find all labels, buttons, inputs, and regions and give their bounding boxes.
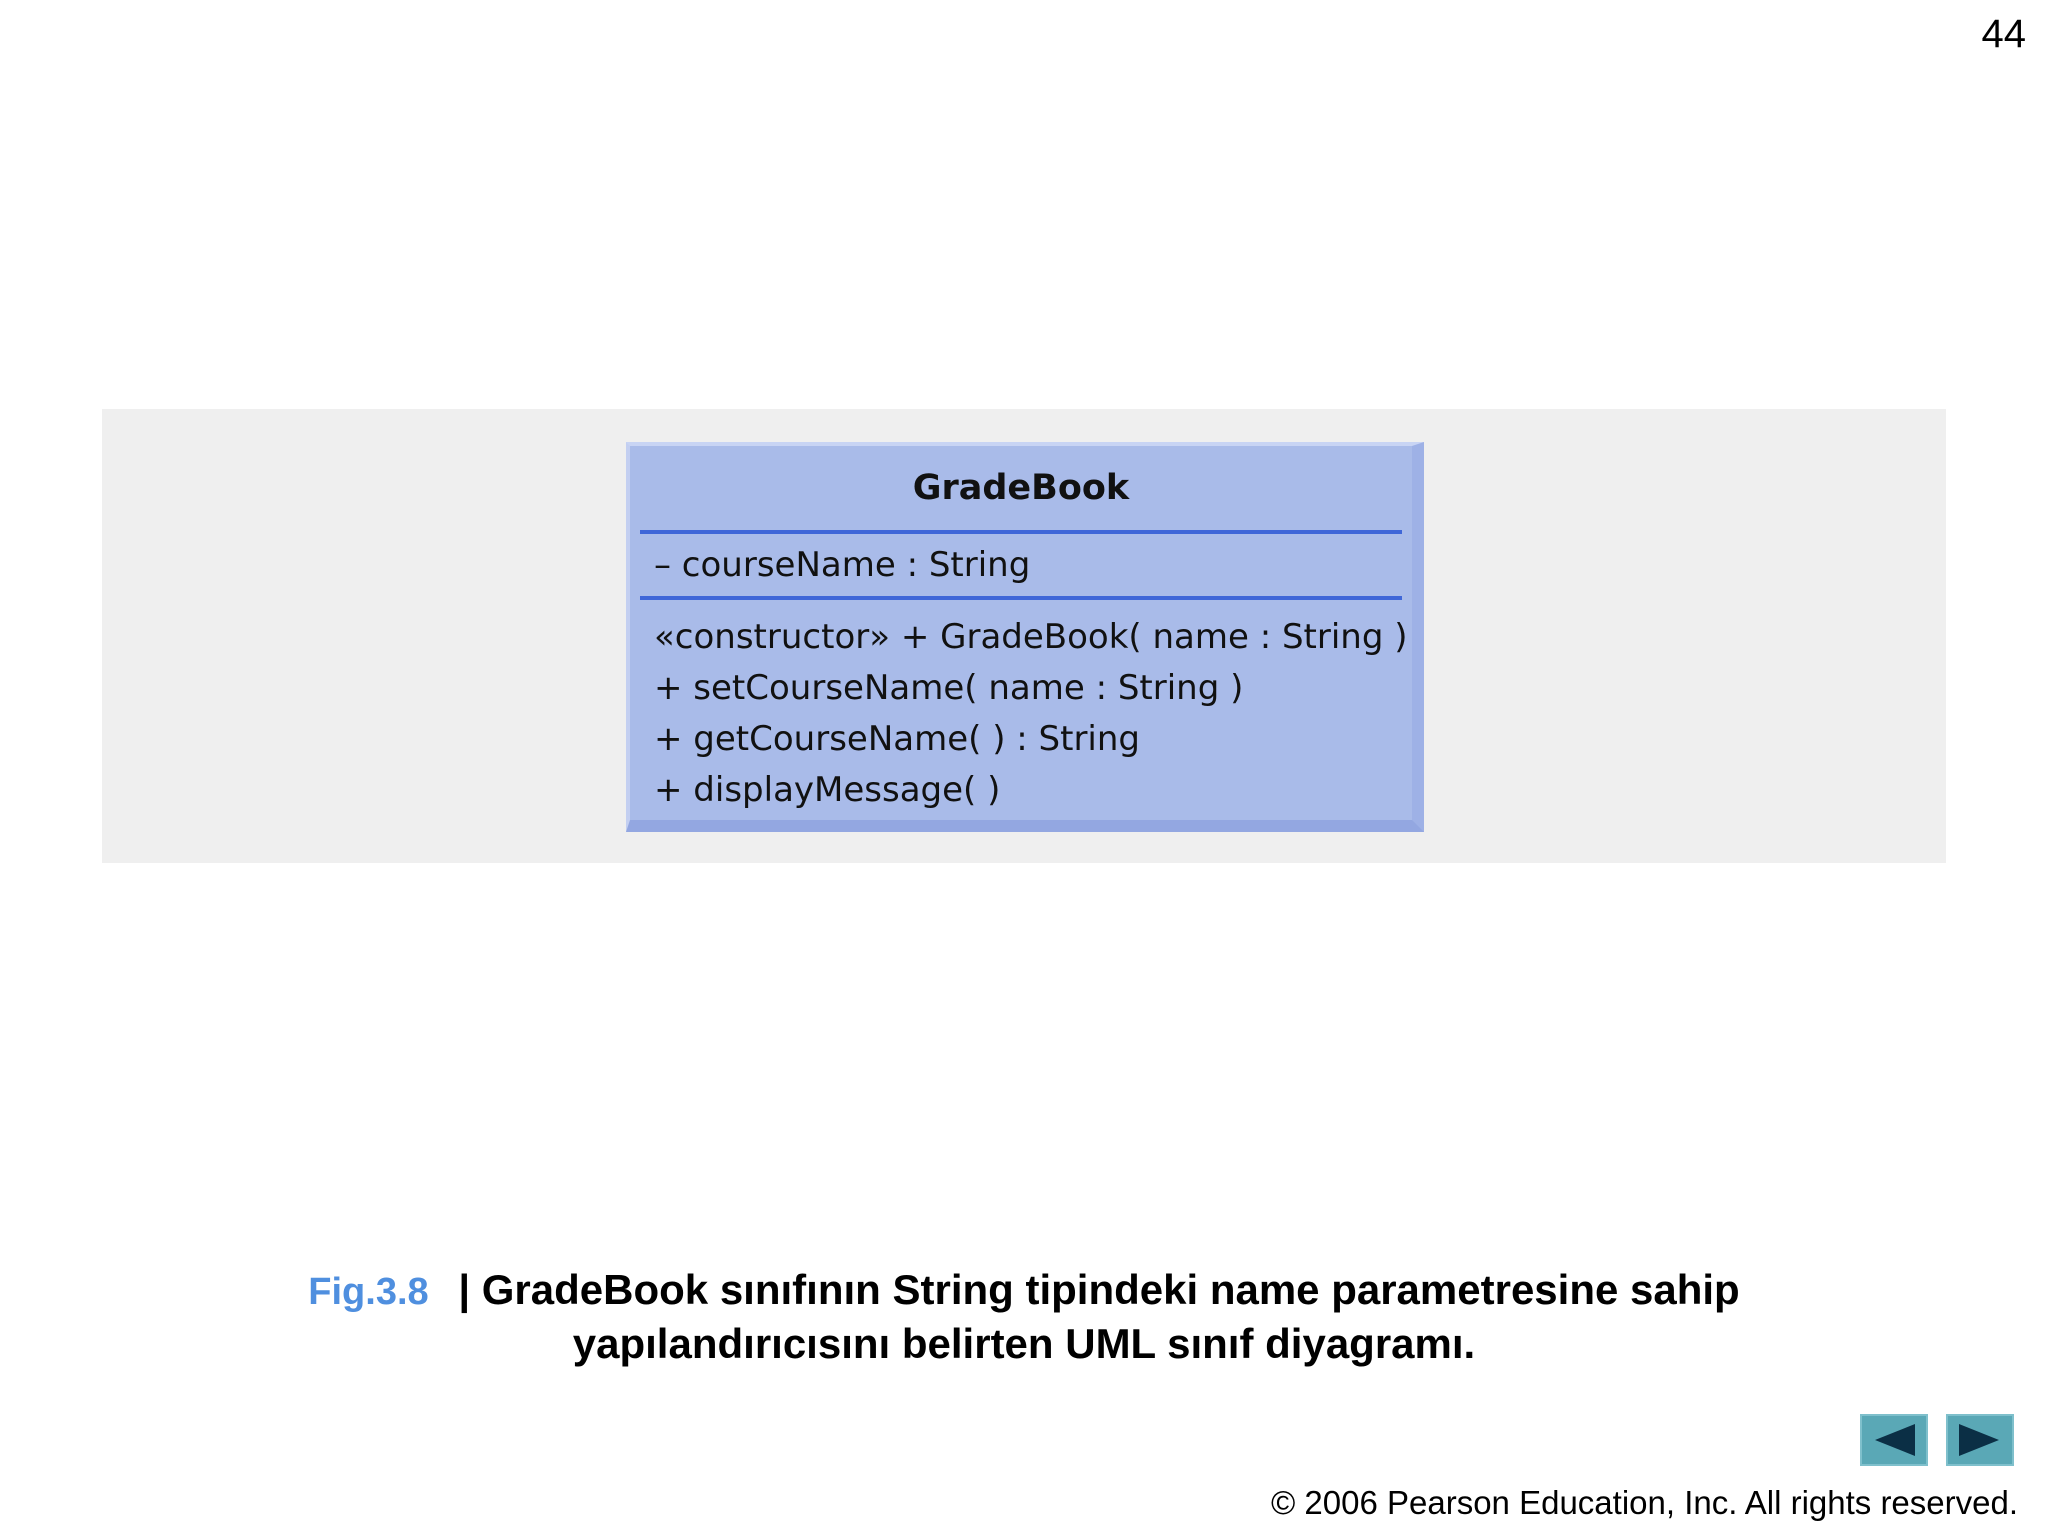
uml-operation-display-message: + displayMessage( ) [654, 770, 1001, 810]
uml-attributes-compartment [640, 534, 1402, 600]
uml-operation-set-course-name: + setCourseName( name : String ) [654, 668, 1244, 708]
uml-operation-constructor: «constructor» + GradeBook( name : String ) [654, 617, 1408, 657]
caption-line-1 [200, 1264, 1848, 1318]
uml-operations-compartment [640, 600, 1408, 816]
slide-number: 44 [1981, 12, 2026, 56]
caption-separator: | [458, 1266, 471, 1313]
uml-attribute: – courseName : String [654, 545, 1031, 585]
caption-figure-label: Fig.3.8 [308, 1271, 429, 1313]
left-triangle-icon [1871, 1422, 1917, 1458]
uml-class-name: GradeBook [640, 446, 1402, 534]
next-slide-button[interactable] [1946, 1414, 2014, 1466]
previous-slide-button[interactable] [1860, 1414, 1928, 1466]
figure-caption [200, 1264, 1848, 1370]
caption-text-line-1: GradeBook sınıfının String tipindeki name parametresine sahip [481, 1266, 1740, 1313]
uml-operation-get-course-name: + getCourseName( ) : String [654, 719, 1141, 759]
right-triangle-icon [1957, 1422, 2003, 1458]
caption-text-line-2: yapılandırıcısını belirten UML sınıf diyagramı. [572, 1320, 1476, 1367]
uml-class-diagram [626, 442, 1424, 832]
copyright-notice: © 2006 Pearson Education, Inc. All rights reserved. [1270, 1484, 2018, 1521]
